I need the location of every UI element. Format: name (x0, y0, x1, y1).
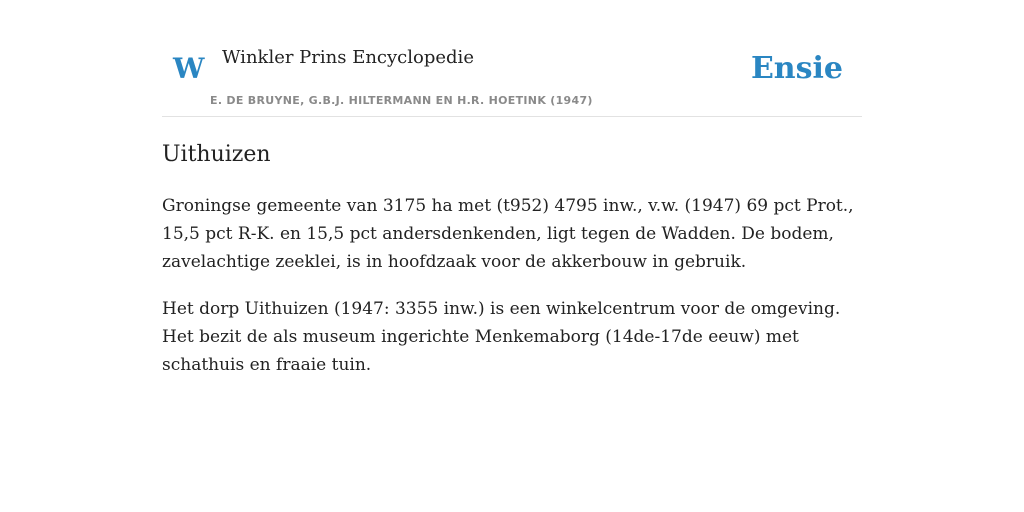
entry-content (162, 138, 862, 379)
source-title[interactable]: Winkler Prins Encyclopedie (222, 47, 474, 68)
brand-logo[interactable]: Ensie (750, 51, 843, 86)
source-authors: E. DE BRUYNE, G.B.J. HILTERMANN EN H.R. HOETINK (1947) (210, 94, 593, 107)
entry-paragraph: Het dorp Uithuizen (1947: 3355 inw.) is een winkelcentrum voor de omgeving. Het bezit de als museum ingerichte Menkemaborg (14de-17de eeuw) met schathuis en fraaie tuin. (162, 299, 841, 375)
source-header (162, 0, 862, 117)
source-logo[interactable]: W (173, 52, 205, 85)
entry-paragraph: Groningse gemeente van 3175 ha met (t952) 4795 inw., v.w. (1947) 69 pct Prot., 15,5 pct R-K. en 15,5 pct andersdenkenden, ligt tegen de Wadden. De bodem, zavelachtige zeeklei, is in hoofdzaak voor de akkerbouw in gebruik. (162, 196, 854, 272)
entry-title: Uithuizen (162, 142, 271, 167)
